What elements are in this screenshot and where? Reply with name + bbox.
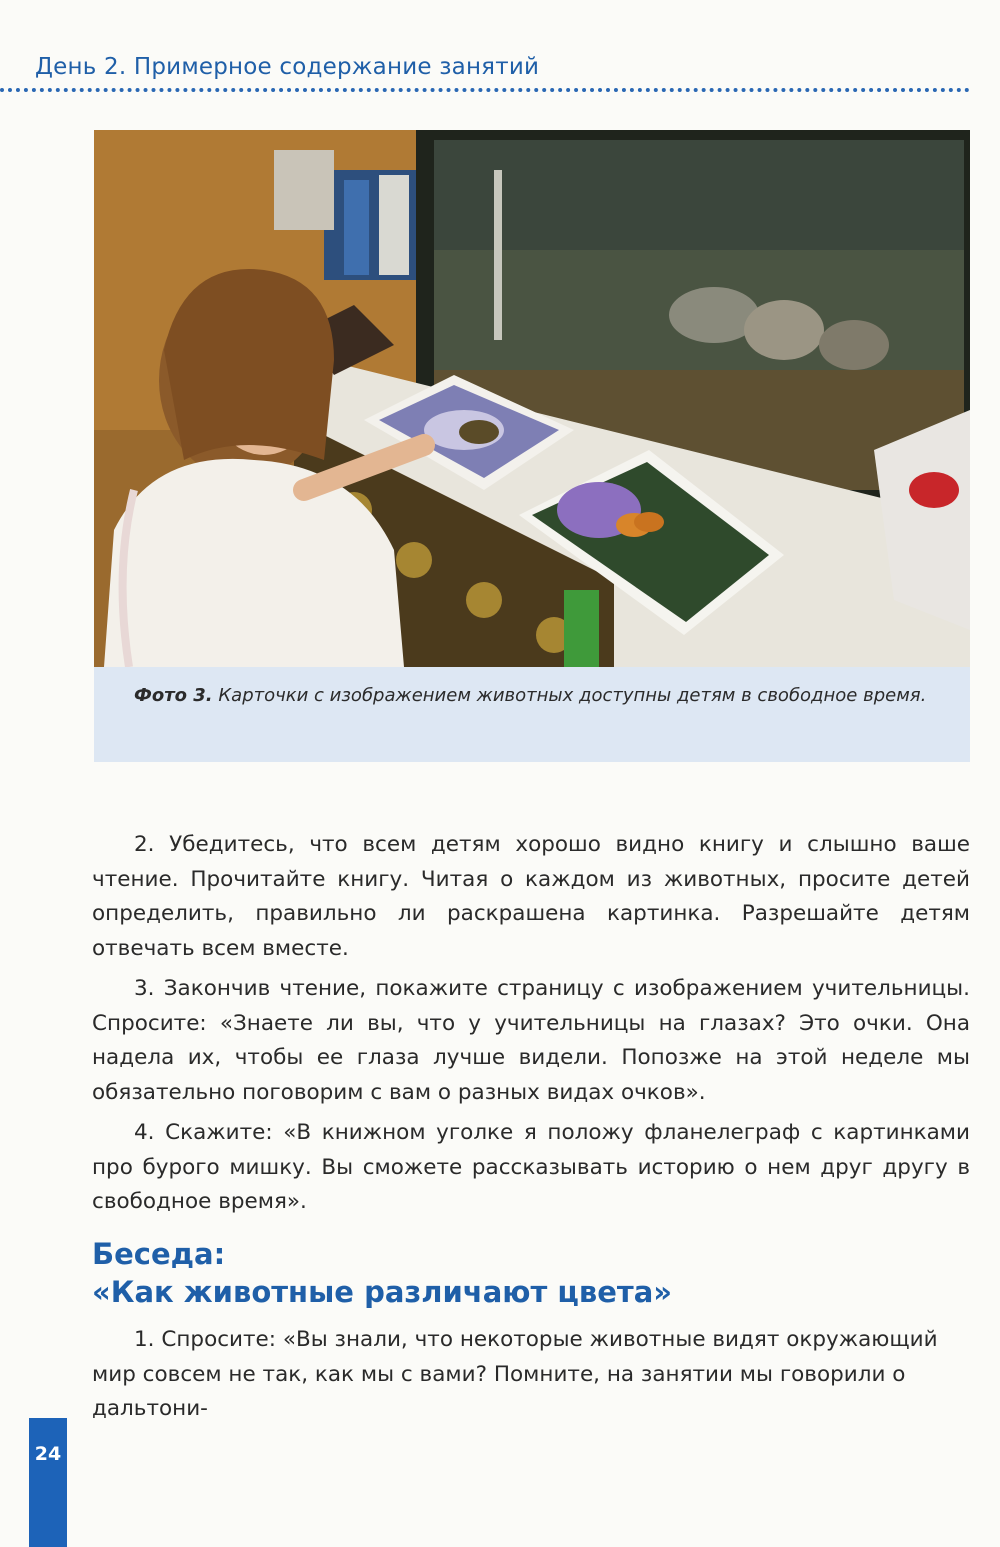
paragraph-2: 2. Убедитесь, что всем детям хорошо видно книгу и слышно ваше чтение. Прочитайте книгу. Читая о каждом из животных, просите детей определить, правильно ли раскрашена картинка. Разрешайте детям отвечать всем вместе.: [92, 832, 970, 961]
photo-figure: [94, 130, 970, 762]
section-paragraph-1: 1. Спросите: «Вы знали, что некоторые животные видят окружающий мир совсем не так, как мы с вами? Помните, на занятии мы говорили о дальтони-: [92, 1327, 938, 1421]
page-number-tab: [29, 1418, 67, 1547]
section-heading: [92, 1235, 970, 1311]
caption-label: Фото 3.: [134, 685, 213, 706]
photo: [94, 130, 970, 667]
body-text: [92, 828, 970, 1226]
photo-illustration: [94, 130, 970, 667]
photo-caption: [134, 683, 934, 709]
section-heading-line1: Беседа:: [92, 1237, 226, 1271]
page-number: 24: [34, 1443, 62, 1465]
caption-text: Карточки с изображением животных доступны детям в свободное время.: [212, 685, 927, 706]
paragraph-3: 3. Закончив чтение, покажите страницу с изображением учительницы. Спросите: «Знаете ли вы, что у учительницы на глазах? Это очки. Она надела их, чтобы ее глаза лучше видели. Попозже на этой неделе мы обязательно поговорим с вам о разных видах очков».: [92, 976, 970, 1105]
section-heading-line2: «Как животные различают цвета»: [92, 1275, 673, 1309]
header-dotted-rule: [0, 88, 970, 92]
header-title: День 2. Примерное содержание занятий: [35, 54, 540, 80]
section-body: [92, 1323, 970, 1427]
paragraph-4: 4. Скажите: «В книжном уголке я положу фланелеграф с картинками про бурого мишку. Вы сможете рассказывать историю о нем друг другу в свободное время».: [92, 1120, 970, 1214]
